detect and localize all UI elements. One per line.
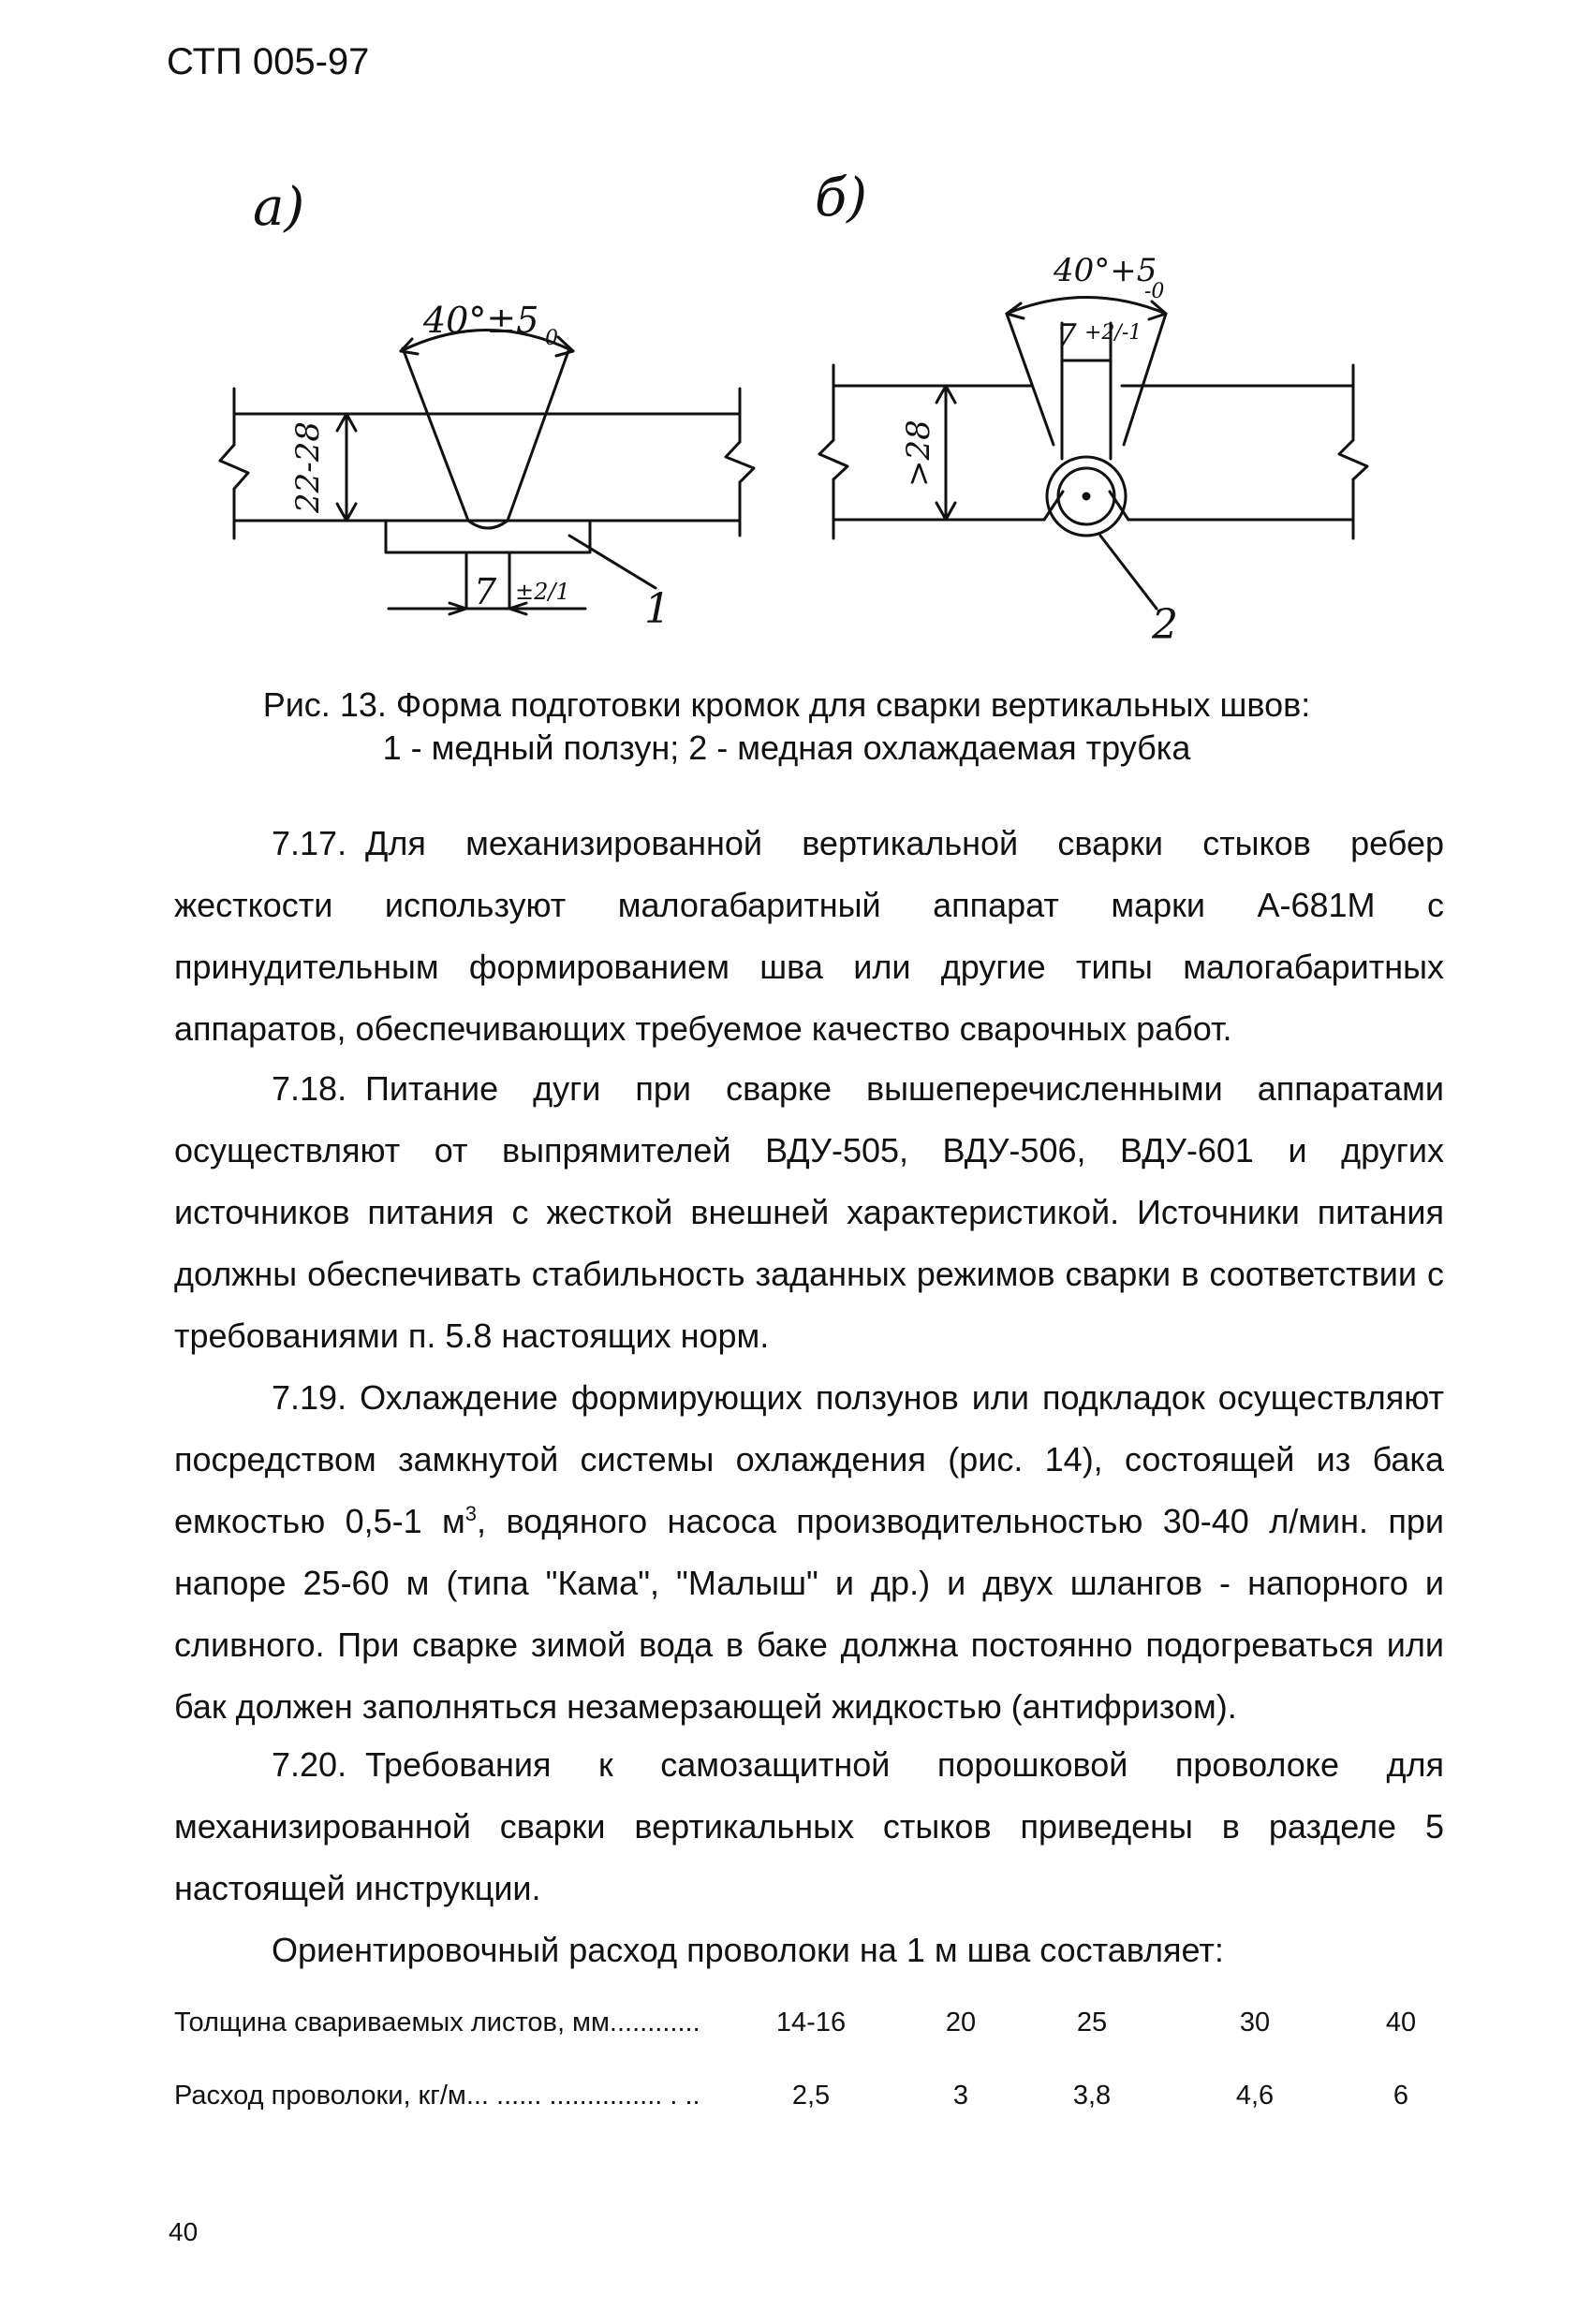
panel-b-gap-label: 7 — [1056, 317, 1077, 355]
paragraph-number: 7.20. — [272, 1745, 347, 1784]
panel-a-label: а) — [253, 177, 305, 238]
paragraph-7-17 — [174, 813, 1444, 1060]
table-cell: 2,5 — [791, 2081, 831, 2111]
paragraph-text: Требования к самозащитной порошковой проволоке для механизированной сварки вертикальных стыков приведены в разделе 5 настоящей инструкции. — [174, 1745, 1444, 1907]
panel-b-thickness-label: >28 — [900, 419, 937, 487]
panel-a-thickness-label: 22-28 — [289, 420, 327, 513]
panel-b-angle-tolerance: -0 — [1144, 280, 1165, 303]
panel-a-callout-1: 1 — [644, 585, 671, 633]
page-number: 40 — [169, 2217, 199, 2246]
paragraph-7-20 — [174, 1734, 1444, 1920]
table-cell: 4,6 — [1235, 2081, 1275, 2111]
paragraph-text: Питание дуги при сварке вышеперечисленными аппаратами осуществляют от выпрямителей ВДУ-505, ВДУ-506, ВДУ-601 и других источников питания с жесткой внешней характеристикой. Источники питания должны обеспечивать стабильность заданных режимов сварки в соответствии с требованиями п. 5.8 настоящих норм. — [174, 1069, 1444, 1355]
panel-a-angle-tolerance: 0 — [545, 327, 558, 350]
table-row-label: Расход проволоки, кг/м... ...... ............... . .. — [174, 2081, 700, 2111]
paragraph-text-a: 7.19. Охлаждение формирующих ползунов или подкладок осуществляют посредством замкнутой системы охлаждения (рис. 14), состоящей из бака емкостью 0,5-1 м — [174, 1378, 1444, 1540]
paragraph-7-18 — [174, 1058, 1444, 1367]
panel-b-angle-label: 40°+5 — [1054, 252, 1157, 289]
table-cell: 3 — [952, 2081, 969, 2111]
superscript-3: 3 — [464, 1502, 478, 1525]
table-cell: 6 — [1393, 2081, 1409, 2111]
paragraph-text: Для механизированной вертикальной сварки стыков ребер жесткости используют малогабаритный аппарат марки А-681М с принудительным формированием шва или другие типы малогабаритных аппаратов, обеспечивающих требуемое качество сварочных работ. — [174, 824, 1444, 1048]
panel-b-gap-tolerance: +2/-1 — [1084, 321, 1142, 345]
panel-b-callout-2: 2 — [1152, 601, 1178, 649]
paragraph-7-19 — [174, 1367, 1444, 1738]
paragraph-text-b: , водяного насоса производительностью 30-40 л/мин. при напоре 25-60 м (типа "Кама", "Малыш" и др.) и двух шлангов - напорного и сливного. При сварке зимой вода в баке должна постоянно подогреваться или бак должен заполняться незамерзающей жидкостью (антифризом). — [174, 1502, 1444, 1726]
panel-a-gap-tolerance: ±2/1 — [515, 579, 570, 605]
consumption-intro: Ориентировочный расход проволоки на 1 м шва составляет: — [272, 1931, 1224, 1969]
table-cell: 3,8 — [1072, 2081, 1112, 2111]
caption-line-2: 1 - медный ползун; 2 - медная охлаждаемая трубка — [382, 728, 1191, 767]
table-cell: 25 — [1076, 2008, 1108, 2037]
figure-caption — [150, 684, 1423, 770]
table-row-label: Толщина свариваемых листов, мм............ — [174, 2008, 700, 2037]
document-header: СТП 005-97 — [167, 41, 370, 82]
table-row-thickness — [174, 2008, 1444, 2054]
figure-13 — [0, 0, 1577, 674]
panel-a-gap-label: 7 — [474, 571, 497, 612]
table-cell: 20 — [945, 2008, 977, 2037]
paragraph-number: 7.18. — [272, 1069, 347, 1108]
table-cell: 40 — [1385, 2008, 1417, 2037]
table-cell: 30 — [1239, 2008, 1271, 2037]
table-cell: 14-16 — [775, 2008, 847, 2037]
panel-a-angle-label: 40°±5 — [423, 300, 539, 341]
table-row-consumption — [174, 2081, 1444, 2127]
panel-b-label: б) — [815, 168, 868, 228]
paragraph-number: 7.17. — [272, 824, 347, 862]
caption-line-1: Рис. 13. Форма подготовки кромок для сварки вертикальных швов: — [262, 685, 1311, 724]
